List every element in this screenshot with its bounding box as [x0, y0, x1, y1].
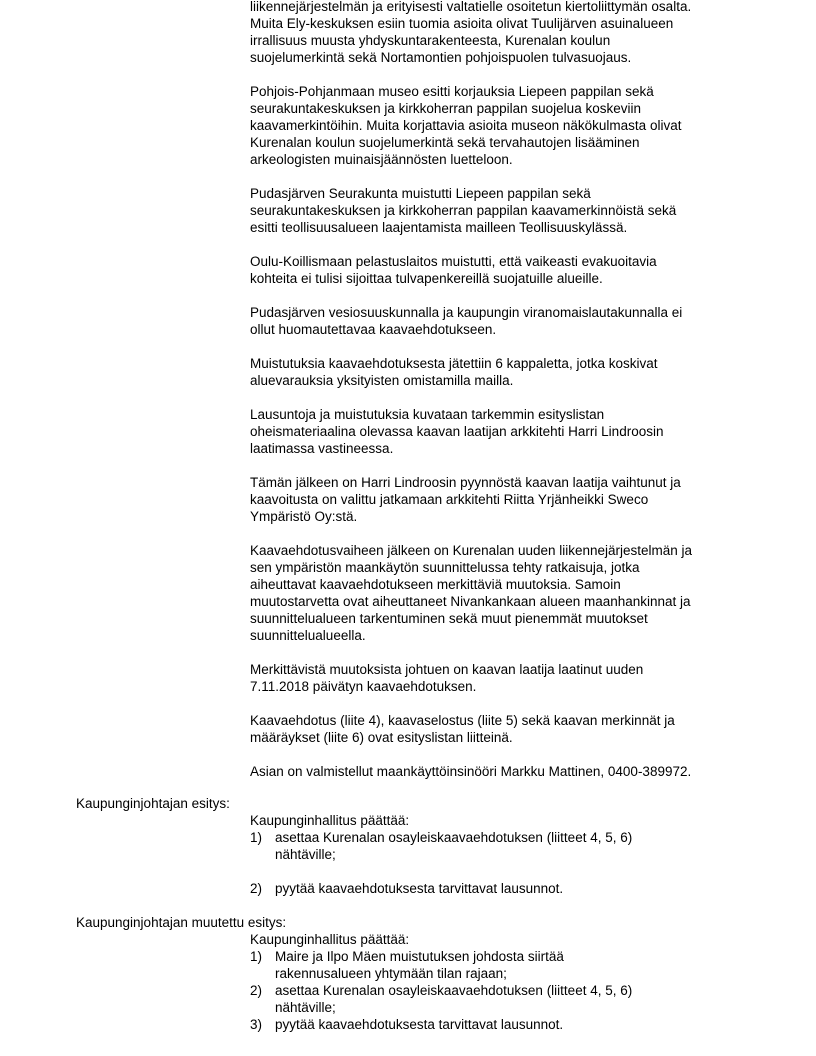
decision-heading: Kaupunginhallitus päättää: [250, 813, 410, 828]
paragraph-changes [250, 542, 750, 644]
text-line: suunnittelualueen tarkentuminen sekä muut pienemmät muutokset [250, 611, 648, 626]
text-line: esitti teollisuusalueen laajentamista mailleen Teollisuuskylässä. [250, 220, 628, 235]
text-line: oheismateriaalina olevassa kaavan laatijan arkkitehti Harri Lindroosin [250, 424, 664, 439]
text-line: aluevarauksia yksityisten omistamilla mailla. [250, 373, 514, 388]
text-line: Muita Ely-keskuksen esiin tuomia asioita olivat Tuulijärven asuinalueen [250, 16, 674, 31]
paragraph-new-draft [250, 661, 750, 695]
text-line: Muistutuksia kaavaehdotuksesta jätettiin 6 kappaletta, jotka koskivat [250, 356, 658, 371]
text-line: laatimassa vastineessa. [250, 441, 394, 456]
text-line: määräykset (liite 6) ovat esityslistan liitteinä. [250, 730, 513, 745]
text-line: Asian on valmistellut maankäyttöinsinööri Markku Mattinen, 0400-389972. [250, 764, 692, 779]
text-line: Pudasjärven vesiosuuskunnalla ja kaupungin viranomaislautakunnalla ei [250, 305, 683, 320]
text-line: kaavamerkintöihin. Muita korjattavia asioita museon näkökulmasta olivat [250, 118, 682, 133]
item-number: 3) [250, 1017, 263, 1032]
modified-proposal-decision [250, 931, 750, 1033]
text-line: Ympäristö Oy:stä. [250, 509, 358, 524]
item-number: 2) [250, 881, 263, 896]
decision-item [250, 948, 750, 982]
text-line: Tämän jälkeen on Harri Lindroosin pyynnöstä kaavan laatija vaihtunut ja [250, 475, 681, 490]
text-line: Kurenalan koulun suojelumerkintä sekä tervahautojen lisääminen [250, 135, 640, 150]
modified-proposal-label: Kaupunginjohtajan muutettu esitys: [76, 915, 287, 930]
text-line: sen ympäristön maankäytön suunnittelussa tehty ratkaisuja, jotka [250, 560, 640, 575]
proposal-label: Kaupunginjohtajan esitys: [76, 796, 230, 811]
text-line: seurakuntakeskuksen ja kirkkoherran pappilan suojelua koskeviin [250, 101, 641, 116]
text-line: arkeologisten muinaisjäännösten luetteloon. [250, 152, 513, 167]
text-line: 7.11.2018 päivätyn kaavaehdotuksen. [250, 679, 477, 694]
paragraph-parish [250, 185, 750, 236]
item-text-line: rakennusalueen yhtymään tilan rajaan; [275, 966, 507, 981]
item-text-line: pyytää kaavaehdotuksesta tarvittavat lausunnot. [275, 1017, 564, 1032]
item-text-line: nähtäville; [275, 1000, 336, 1015]
paragraph-preparer [250, 763, 750, 780]
text-line: irrallisuus muusta yhdyskuntarakenteesta, Kurenalan koulun [250, 33, 611, 48]
paragraph-statements [250, 406, 750, 457]
item-text-line: asettaa Kurenalan osayleiskaavaehdotuksen (liitteet 4, 5, 6) [275, 830, 633, 845]
text-line: seurakuntakeskuksen ja kirkkoherran pappilan kaavamerkinnöistä sekä [250, 203, 677, 218]
text-line: ollut huomautettavaa kaavaehdotukseen. [250, 322, 497, 337]
text-line: Kaavaehdotus (liite 4), kaavaselostus (liite 5) sekä kaavan merkinnät ja [250, 713, 675, 728]
decision-heading: Kaupunginhallitus päättää: [250, 932, 410, 947]
item-text-line: nähtäville; [275, 847, 336, 862]
text-line: liikennejärjestelmän ja erityisesti valtatielle osoitetun kiertoliittymän osalta. [250, 0, 692, 14]
decision-item [250, 829, 750, 863]
decision-item [250, 982, 750, 1016]
text-line: kaavoitusta on valittu jatkamaan arkkitehti Riitta Yrjänheikki Sweco [250, 492, 649, 507]
paragraph-reminders [250, 355, 750, 389]
text-line: Oulu-Koillismaan pelastuslaitos muistutti, että vaikeasti evakuoitavia [250, 254, 657, 269]
item-text-line: asettaa Kurenalan osayleiskaavaehdotuksen (liitteet 4, 5, 6) [275, 983, 633, 998]
paragraph-water-cooperative [250, 304, 750, 338]
text-line: muutostarvetta ovat aiheuttaneet Nivankankaan alueen maanhankinnat ja [250, 594, 691, 609]
item-number: 1) [250, 830, 263, 845]
item-number: 1) [250, 949, 263, 964]
text-line: aiheuttavat kaavaehdotukseen merkittäviä muutoksia. Samoin [250, 577, 621, 592]
proposal-decision [250, 812, 750, 897]
paragraph-planner-change [250, 474, 750, 525]
text-line: suojelumerkintä sekä Nortamontien pohjoispuolen tulvasuojaus. [250, 50, 632, 65]
text-line: Merkittävistä muutoksista johtuen on kaavan laatija laatinut uuden [250, 662, 644, 677]
item-number: 2) [250, 983, 263, 998]
paragraph-museum [250, 83, 750, 168]
text-line: suunnittelualueella. [250, 628, 366, 643]
decision-item [250, 1016, 750, 1033]
text-line: kohteita ei tulisi sijoittaa tulvapenkereillä suojatuille alueille. [250, 271, 603, 286]
item-text-line: pyytää kaavaehdotuksesta tarvittavat lausunnot. [275, 881, 564, 896]
text-line: Kaavaehdotusvaiheen jälkeen on Kurenalan uuden liikennejärjestelmän ja [250, 543, 693, 558]
paragraph-ely-comments [250, 0, 750, 66]
text-line: Lausuntoja ja muistutuksia kuvataan tarkemmin esityslistan [250, 407, 605, 422]
decision-item [250, 880, 750, 897]
paragraph-attachments [250, 712, 750, 746]
paragraph-rescue-service [250, 253, 750, 287]
body-text [250, 0, 750, 797]
item-text-line: Maire ja Ilpo Mäen muistutuksen johdosta siirtää [275, 949, 564, 964]
text-line: Pudasjärven Seurakunta muistutti Liepeen pappilan sekä [250, 186, 591, 201]
text-line: Pohjois-Pohjanmaan museo esitti korjauksia Liepeen pappilan sekä [250, 84, 654, 99]
